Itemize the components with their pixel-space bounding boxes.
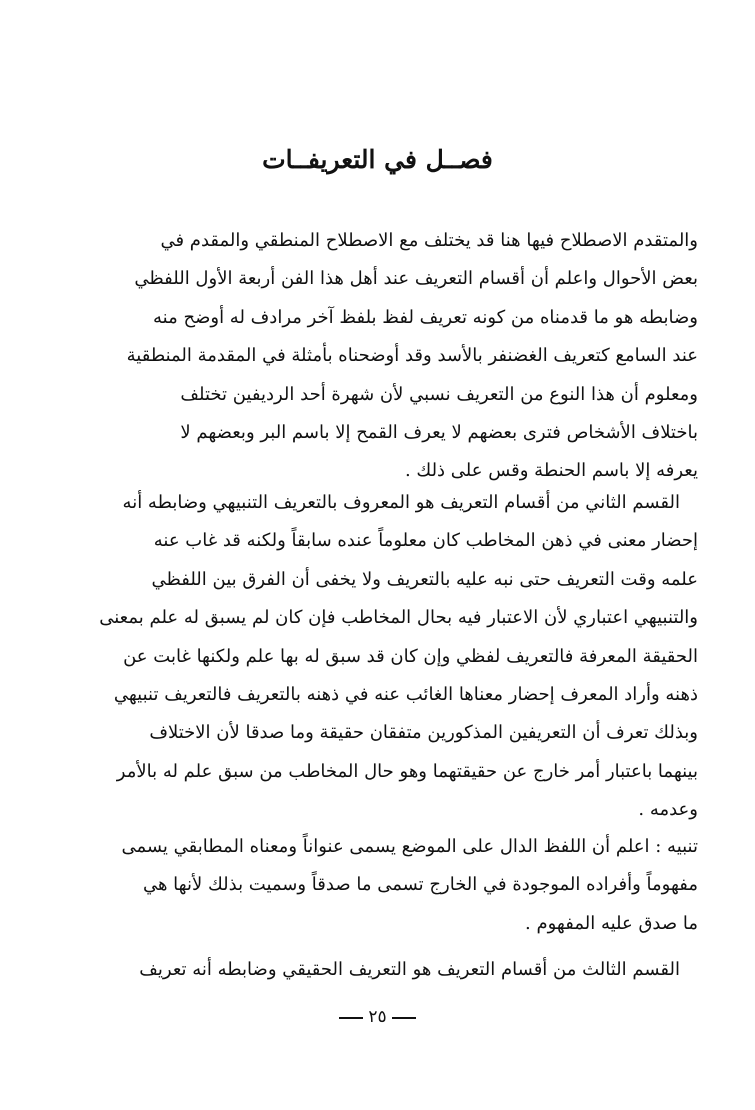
text-line: تنبيه : اعلم أن اللفظ الدال على الموضع يسمى عنواناً ومعناه المطابقي يسمى — [121, 836, 698, 857]
text-line: إحضار معنى في ذهن المخاطب كان معلوماً عنده سابقاً ولكنه قد غاب عنه — [153, 530, 698, 552]
text-line: ذهنه وأراد المعرف إحضار معناها الغائب عنه في ذهنه بالتعريف فالتعريف تنبيهي — [113, 683, 698, 705]
text-line: وبذلك تعرف أن التعريفين المذكورين متفقان حقيقة وما صدقا لأن الاختلاف — [149, 722, 698, 744]
page-number-value: ٢٥ — [368, 1007, 387, 1027]
text-line: الحقيقة المعرفة فالتعريف لفظي وإن كان قد سبق له بها علم ولكنها غابت عن — [123, 645, 698, 667]
text-line: باختلاف الأشخاص فترى بعضهم لا يعرف القمح إلا باسم البر وبعضهم لا — [180, 421, 698, 443]
text-line: والتنبيهي اعتباري لأن الاعتبار فيه بحال المخاطب فإن كان لم يسبق له علم بمعنى — [99, 607, 698, 629]
text-line: ومعلوم أن هذا النوع من التعريف نسبي لأن شهرة أحد الرديفين تختلف — [180, 383, 698, 405]
text-line: بينهما باعتبار أمر خارج عن حقيقتهما وهو حال المخاطب من سبق علم له بالأمر — [116, 760, 698, 782]
text-line: وعدمه . — [638, 799, 698, 821]
text-line: القسم الثالث من أقسام التعريف هو التعريف الحقيقي وضابطه أنه تعريف — [139, 959, 680, 980]
text-line: وضابطه هو ما قدمناه من كونه تعريف لفظ بلفظ آخر مرادف له أوضح منه — [153, 306, 698, 328]
paragraph-second-definition — [78, 484, 698, 830]
paragraph-first-definition — [78, 222, 698, 491]
paragraph-note — [78, 828, 698, 943]
text-line: والمتقدم الاصطلاح فيها هنا قد يختلف مع الاصطلاح المنطقي والمقدم في — [160, 230, 698, 251]
text-line: عند السامع كتعريف الغضنفر بالأسد وقد أوضحناه بأمثلة في المقدمة المنطقية — [126, 345, 698, 367]
text-line: بعض الأحوال واعلم أن أقسام التعريف عند أهل هذا الفن أربعة الأول اللفظي — [134, 268, 698, 290]
text-line: يعرفه إلا باسم الحنطة وقس على ذلك . — [404, 460, 698, 482]
text-line: ما صدق عليه المفهوم . — [525, 912, 698, 934]
text-line: علمه وقت التعريف حتى نبه عليه بالتعريف ولا يخفى أن الفرق بين اللفظي — [151, 568, 698, 590]
paragraph-third-definition — [78, 951, 698, 989]
page-number — [0, 1003, 755, 1031]
page-number-dash — [339, 1017, 363, 1019]
text-line: مفهوماً وأفراده الموجودة في الخارج تسمى ما صدقاً وسميت بذلك لأنها هي — [142, 874, 698, 896]
page-number-dash — [392, 1017, 416, 1019]
text-line: القسم الثاني من أقسام التعريف هو المعروف بالتعريف التنبيهي وضابطه أنه — [122, 492, 680, 513]
chapter-title: فصــل في التعريفــات — [262, 145, 493, 174]
